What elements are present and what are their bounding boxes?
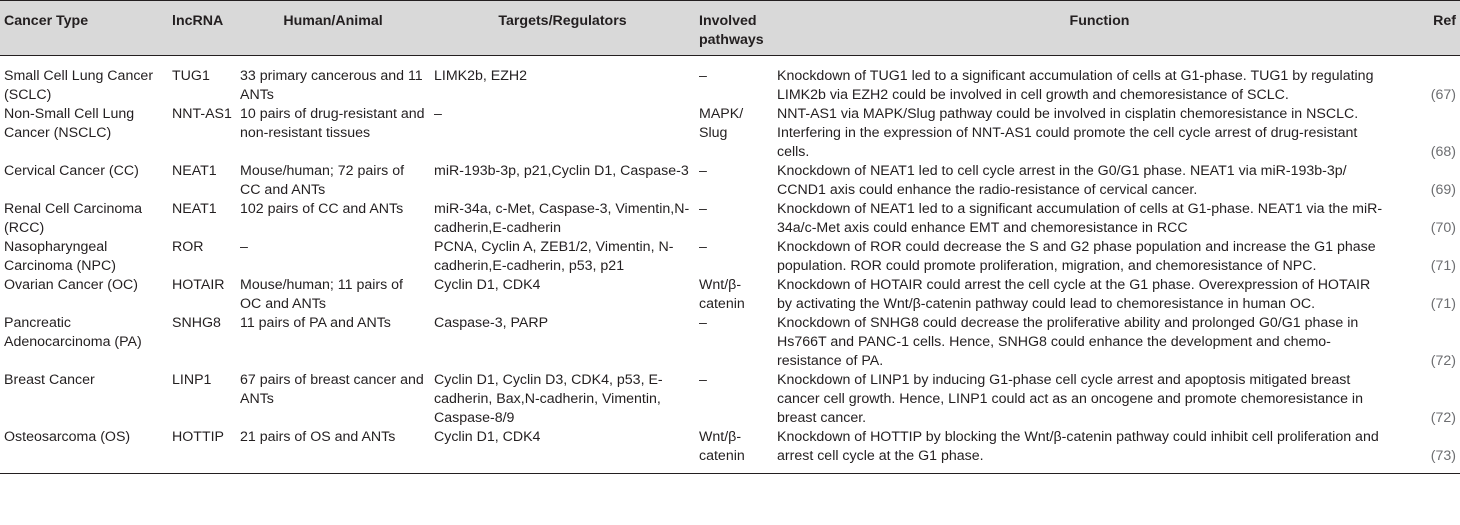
cell-targets: Cyclin D1, CDK4 [434,277,541,293]
cell-function: Knockdown of HOTAIR could arrest the cell cycle at the G1 phase. Overexpression of HOTAIR by activating the Wnt/β-catenin pathway could lead to chemoresistance in human OC. [777,277,1371,312]
cell-human-animal: 33 primary cancerous and 11 ANTs [240,68,423,103]
cell-cancer-type: Breast Cancer [4,372,95,388]
cell-cancer-type: Non-Small Cell Lung Cancer (NSCLC) [4,106,135,141]
cell-cancer-type: Osteosarcoma (OS) [0,428,168,474]
cell-cancer-type: Nasopharyngeal Carcinoma (NPC) [4,239,116,274]
cell-pathways: – [699,239,707,255]
cell-lncrna: TUG1 [172,68,210,84]
table-row [0,238,1460,276]
cell-ref: (68) [1430,144,1456,160]
table-row [0,276,1460,314]
cell-targets: Cyclin D1, Cyclin D3, CDK4, p53, E-cadherin, Bax,N-cadherin, Vimentin, Caspase-8/9 [434,372,663,426]
cell-function: Knockdown of HOTTIP by blocking the Wnt/β-catenin pathway could inhibit cell proliferation and arrest cell cycle at the G1 phase. [773,428,1426,474]
header-ref: Ref [1426,1,1460,56]
cell-cancer-type: Cervical Cancer (CC) [4,163,139,179]
cell-pathways: – [699,372,707,388]
header-cancer-type: Cancer Type [0,1,168,56]
cell-targets: Cyclin D1, CDK4 [430,428,695,474]
cell-targets: LIMK2b, EZH2 [434,68,528,84]
cell-lncrna: SNHG8 [172,315,221,331]
header-row [0,1,1460,56]
table-row [0,371,1460,428]
cell-ref: (69) [1430,182,1456,198]
cell-lncrna: NEAT1 [172,201,217,217]
table-row [0,105,1460,162]
cell-function: Knockdown of TUG1 led to a significant accumulation of cells at G1-phase. TUG1 by regulating LIMK2b via EZH2 could be involved in cell growth and chemoresistance of SCLC. [777,68,1374,103]
cell-human-animal: – [240,239,248,255]
cell-pathways: – [699,201,707,217]
header-targets: Targets/Regulators [430,1,695,56]
cell-pathways: Wnt/β-catenin [695,428,773,474]
table-body [0,56,1460,474]
cell-lncrna: LINP1 [172,372,212,388]
cell-targets: PCNA, Cyclin A, ZEB1/2, Vimentin, N-cadherin,E-cadherin, p53, p21 [434,239,674,274]
cell-ref: (70) [1430,220,1456,236]
header-lncrna: lncRNA [168,1,236,56]
cell-targets: – [434,106,442,122]
table-row [0,56,1460,106]
cell-lncrna: ROR [172,239,204,255]
cell-lncrna: HOTAIR [172,277,225,293]
cell-function: Knockdown of ROR could decrease the S and G2 phase population and increase the G1 phase population. ROR could promote proliferation, migration, and chemoresistance of NPC. [777,239,1376,274]
cell-ref: (72) [1430,353,1456,369]
cell-pathways: MAPK/ Slug [699,106,744,141]
table-row [0,314,1460,371]
cell-targets: miR-193b-3p, p21,Cyclin D1, Caspase-3 [434,163,689,179]
header-pathways: Involved pathways [695,1,773,56]
cell-ref: (67) [1430,87,1456,103]
cell-pathways: – [699,163,707,179]
cell-cancer-type: Renal Cell Carcinoma (RCC) [4,201,142,236]
cell-function: Knockdown of NEAT1 led to cell cycle arrest in the G0/G1 phase. NEAT1 via miR-193b-3p/ CCND1 axis could enhance the radio-resistance of cervical cancer. [777,163,1347,198]
cell-lncrna: NNT-AS1 [172,106,232,122]
header-function: Function [773,1,1426,56]
cell-human-animal: 11 pairs of PA and ANTs [240,315,391,331]
cell-ref: (71) [1430,296,1456,312]
cell-cancer-type: Small Cell Lung Cancer (SCLC) [4,68,154,103]
cell-cancer-type: Ovarian Cancer (OC) [4,277,139,293]
cell-human-animal: Mouse/human; 11 pairs of OC and ANTs [240,277,403,312]
table-row [0,162,1460,200]
cell-function: Knockdown of SNHG8 could decrease the proliferative ability and prolonged G0/G1 phase in Hs766T and PANC-1 cells. Hence, SNHG8 could enhance the development and chemo-resistance of PA. [777,315,1359,369]
cell-targets: Caspase-3, PARP [434,315,549,331]
cell-ref: (72) [1430,410,1456,426]
cell-function: Knockdown of LINP1 by inducing G1-phase cell cycle arrest and apoptosis mitigated breast cancer cell growth. Hence, LINP1 could act as an oncogene and promote chemoresistance in breast cancer. [777,372,1363,426]
cell-pathways: – [699,315,707,331]
cell-pathways: Wnt/β-catenin [699,277,745,312]
cell-lncrna: HOTTIP [168,428,236,474]
cell-pathways: – [699,68,707,84]
cell-lncrna: NEAT1 [172,163,217,179]
cell-ref: (71) [1430,258,1456,274]
cell-human-animal: Mouse/human; 72 pairs of CC and ANTs [240,163,405,198]
cell-human-animal: 67 pairs of breast cancer and ANTs [240,372,424,407]
cell-function: NNT-AS1 via MAPK/Slug pathway could be involved in cisplatin chemoresistance in NSCLC. Interfering in the expression of NNT-AS1 could promote the cell cycle arrest of drug-resistant cells. [777,106,1359,160]
cell-human-animal: 21 pairs of OS and ANTs [236,428,430,474]
cell-cancer-type: Pancreatic Adenocarcinoma (PA) [4,315,142,350]
table-row [0,428,1460,474]
header-human-animal: Human/Animal [236,1,430,56]
cell-function: Knockdown of NEAT1 led to a significant accumulation of cells at G1-phase. NEAT1 via the miR-34a/c-Met axis could enhance EMT and chemoresistance in RCC [777,201,1383,236]
cell-targets: miR-34a, c-Met, Caspase-3, Vimentin,N-cadherin,E-cadherin [434,201,690,236]
cell-ref: (73) [1426,428,1460,474]
table-header [0,1,1460,56]
cell-human-animal: 102 pairs of CC and ANTs [240,201,404,217]
table-row [0,200,1460,238]
cell-human-animal: 10 pairs of drug-resistant and non-resistant tissues [240,106,425,141]
